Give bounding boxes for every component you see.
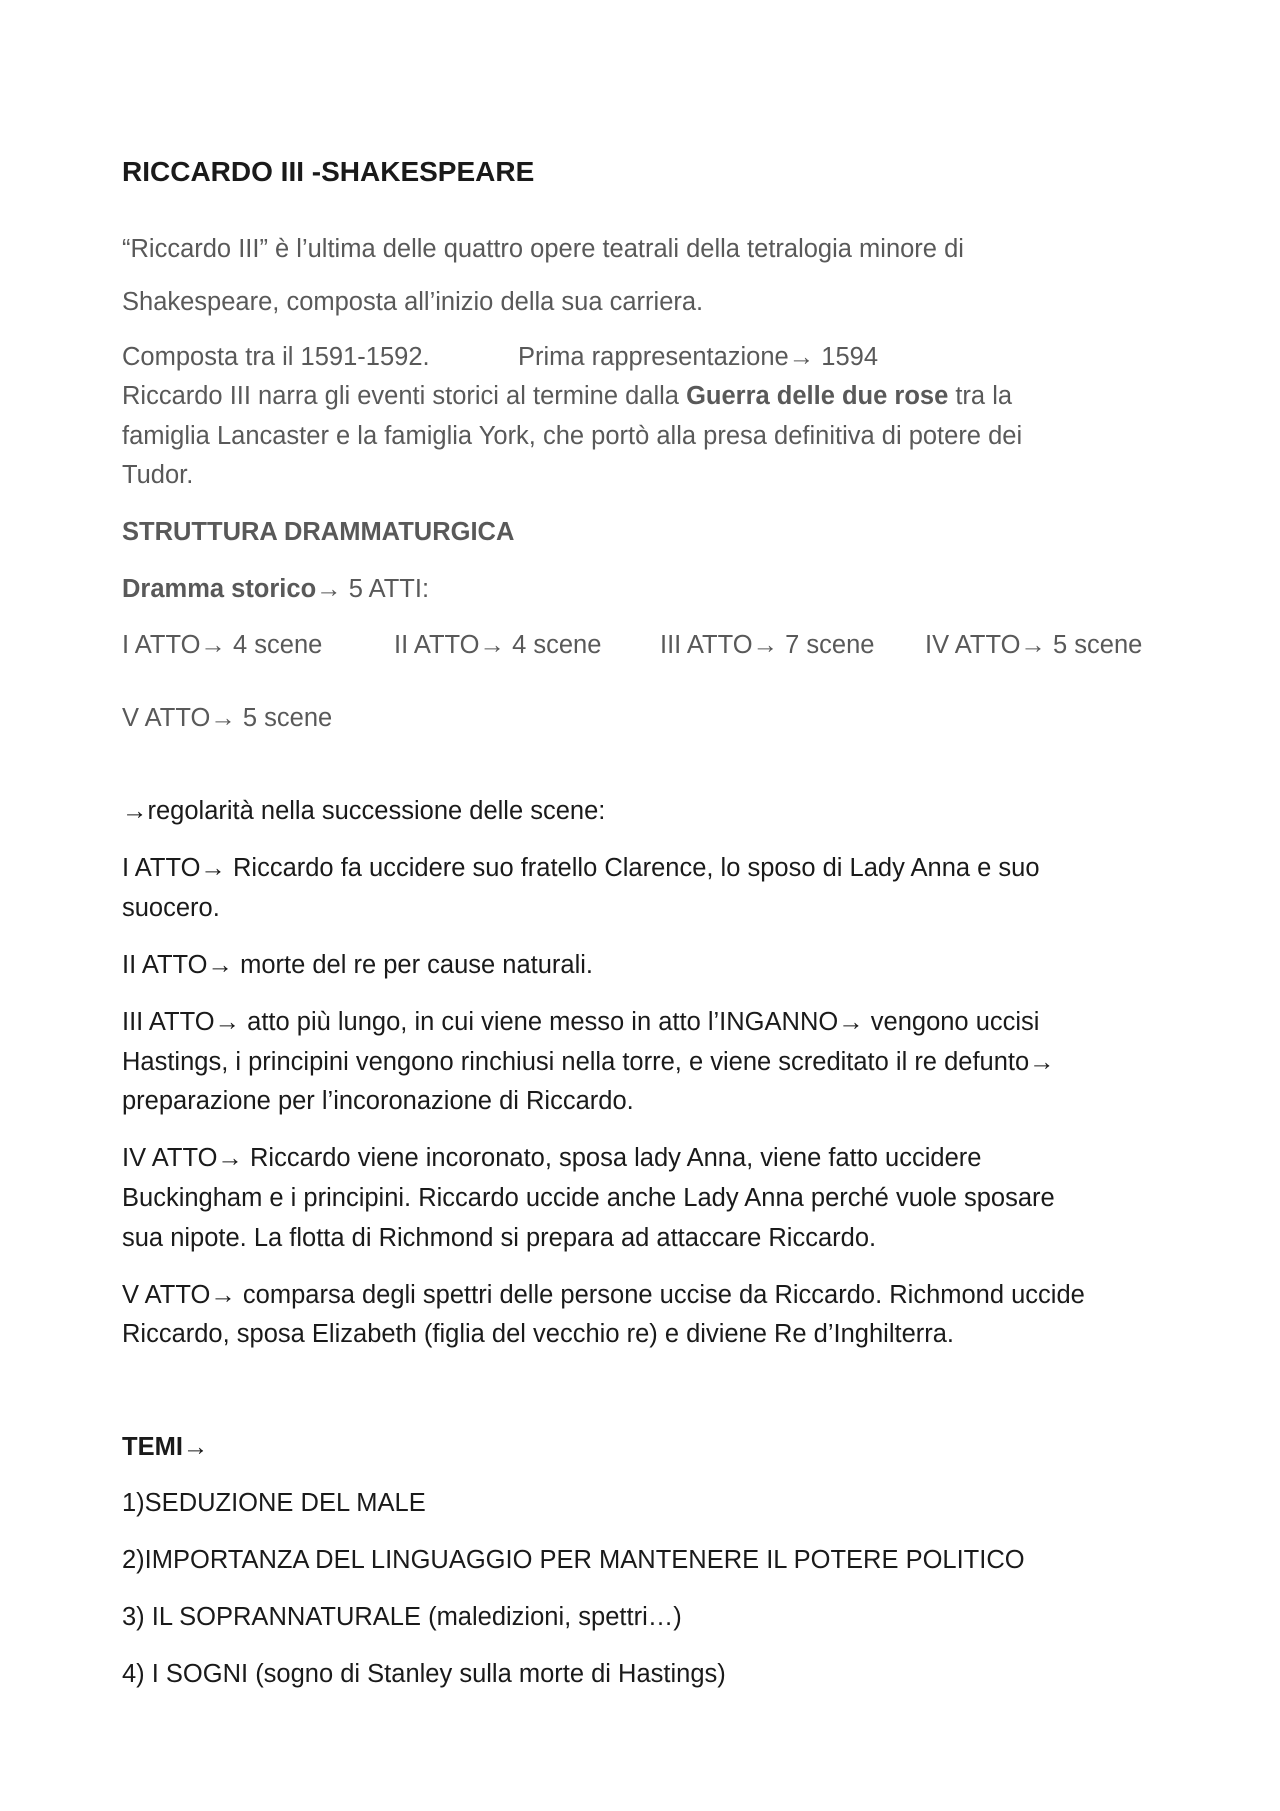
act-2-scenes: II ATTO→ 4 scene <box>394 631 602 659</box>
act-3-summary-line-1: III ATTO→ atto più lungo, in cui viene messo in atto l’INGANNO→ vengono uccisi <box>122 1008 1040 1036</box>
intro-line-1: “Riccardo III” è l’ultima delle quattro opere teatrali della tetralogia minore di <box>122 235 964 263</box>
theme-item-2: 2)IMPORTANZA DEL LINGUAGGIO PER MANTENERE IL POTERE POLITICO <box>122 1546 1025 1574</box>
structure-heading: STRUTTURA DRAMMATURGICA <box>122 518 515 546</box>
premiere-date: Prima rappresentazione→ 1594 <box>518 343 879 371</box>
narrates-text-a: Riccardo III narra gli eventi storici al termine dalla <box>122 382 687 410</box>
act-4-summary-line-1: IV ATTO→ Riccardo viene incoronato, sposa lady Anna, viene fatto uccidere <box>122 1144 982 1172</box>
theme-item-3: 3) IL SOPRANNATURALE (maledizioni, spettri…) <box>122 1603 682 1631</box>
act-4-summary-line-2: Buckingham e i principini. Riccardo uccide anche Lady Anna perché vuole sposare <box>122 1184 1055 1212</box>
composition-line <box>122 342 879 372</box>
act-1-scenes: I ATTO→ 4 scene <box>122 631 323 659</box>
genre-line <box>122 574 429 604</box>
theme-item-4: 4) I SOGNI (sogno di Stanley sulla morte di Hastings) <box>122 1660 726 1688</box>
composed-date: Composta tra il 1591-1592. <box>122 343 430 371</box>
intro-line-5: famiglia Lancaster e la famiglia York, che portò alla presa definitiva di potere dei <box>122 422 1023 450</box>
theme-item-1: 1)SEDUZIONE DEL MALE <box>122 1489 426 1517</box>
act-3-scenes: III ATTO→ 7 scene <box>660 631 875 659</box>
acts-row <box>122 630 1143 660</box>
act-1-summary-line-2: suocero. <box>122 894 220 922</box>
act-4-scenes: IV ATTO→ 5 scene <box>925 631 1143 659</box>
regularity-line: →regolarità nella successione delle scene: <box>122 797 606 825</box>
intro-line-2: Shakespeare, composta all’inizio della sua carriera. <box>122 288 704 316</box>
genre-label: Dramma storico <box>122 575 317 603</box>
act-5-scenes: V ATTO→ 5 scene <box>122 704 333 732</box>
act-4-summary-line-3: sua nipote. La flotta di Richmond si prepara ad attaccare Riccardo. <box>122 1224 877 1252</box>
themes-heading: TEMI→ <box>122 1433 209 1461</box>
act-2-summary-line-1: II ATTO→ morte del re per cause naturali. <box>122 951 594 979</box>
act-3-summary-line-2: Hastings, i principini vengono rinchiusi nella torre, e viene screditato il re defunto→ <box>122 1048 1055 1076</box>
war-of-roses: Guerra delle due rose <box>686 382 949 410</box>
act-5-summary-line-2: Riccardo, sposa Elizabeth (figlia del vecchio re) e diviene Re d’Inghilterra. <box>122 1320 954 1348</box>
intro-line-6: Tudor. <box>122 461 194 489</box>
narrates-text-b: tra la <box>948 382 1013 410</box>
act-5-summary-line-1: V ATTO→ comparsa degli spettri delle persone uccise da Riccardo. Richmond uccide <box>122 1281 1085 1309</box>
narrates-line <box>122 381 1012 411</box>
document-title: RICCARDO III -SHAKESPEARE <box>122 156 535 187</box>
act-1-summary-line-1: I ATTO→ Riccardo fa uccidere suo fratello Clarence, lo sposo di Lady Anna e suo <box>122 854 1040 882</box>
genre-acts: → 5 ATTI: <box>316 575 430 603</box>
act-3-summary-line-3: preparazione per l’incoronazione di Riccardo. <box>122 1087 634 1115</box>
